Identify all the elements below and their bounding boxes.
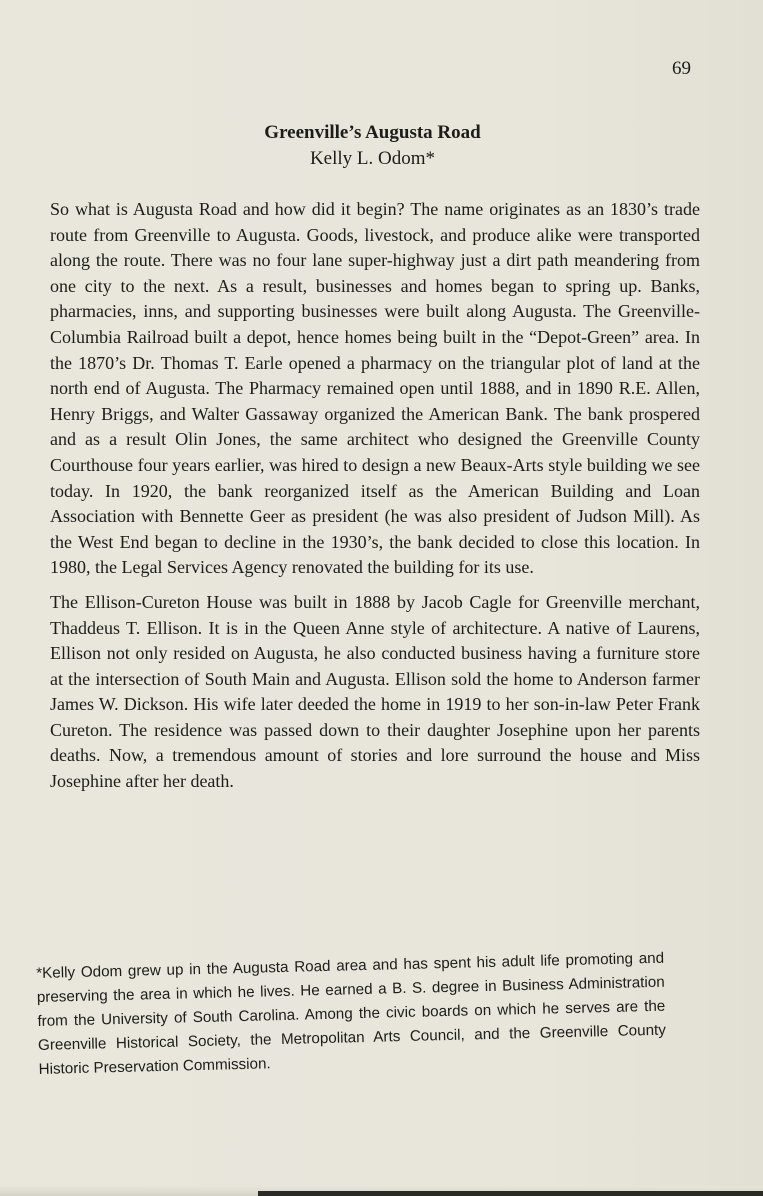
- author-footnote: *Kelly Odom grew up in the Augusta Road area and has spent his adult life promoting and preserving the area in which he lives. He earned a B. S. degree in Business Administration from the University of South Carolina. Among the civic boards on which he serves are the Greenville Historical Society, the Metropolitan Arts Council, and the Greenville County Historic Preservation Commission.: [36, 949, 667, 1078]
- body-paragraph: So what is Augusta Road and how did it begin? The name originates as an 1830’s trade route from Greenville to Augusta. Goods, livestock, and produce alike were transported along the route. There was no four lane super-highway just a dirt path meandering from one city to the next. As a result, businesses and homes began to spring up. Banks, pharmacies, inns, and supporting businesses were built along Augusta. The Greenville-Columbia Railroad built a depot, hence homes being built in the “Depot-Green” area. In the 1870’s Dr. Thomas T. Earle opened a pharmacy on the triangular plot of land at the north end of Augusta. The Pharmacy remained open until 1888, and in 1890 R.E. Allen, Henry Briggs, and Walter Gassaway organized the American Bank. The bank prospered and as a result Olin Jones, the same architect who designed the Greenville County Courthouse four years earlier, was hired to design a new Beaux-Arts style building we see today. In 1920, the bank reorganized itself as the American Building and Loan Association with Bennette Geer as president (he was also president of Judson Mill). As the West End began to decline in the 1930’s, the bank decided to close this location. In 1980, the Legal Services Agency renovated the building for its use.: [50, 199, 700, 578]
- article-author: Kelly L. Odom*: [309, 148, 436, 169]
- article-title: Greenville’s Augusta Road: [264, 122, 481, 143]
- page-bottom-shadow: [258, 1191, 763, 1196]
- body-paragraph: The Ellison-Cureton House was built in 1888 by Jacob Cagle for Greenville merchant, Thaddeus T. Ellison. It is in the Queen Anne style of architecture. A native of Laurens, Ellison not only resided on Augusta, he also conducted business having a furniture store at the intersection of South Main and Augusta. Ellison sold the home to Anderson farmer James W. Dickson. His wife later deeded the home in 1919 to her son-in-law Peter Frank Cureton. The residence was passed down to their daughter Josephine upon her parents deaths. Now, a tremendous amount of stories and lore surround the house and Miss Josephine after her death.: [50, 591, 700, 792]
- article-body: [50, 197, 700, 804]
- page-number: 69: [672, 58, 691, 79]
